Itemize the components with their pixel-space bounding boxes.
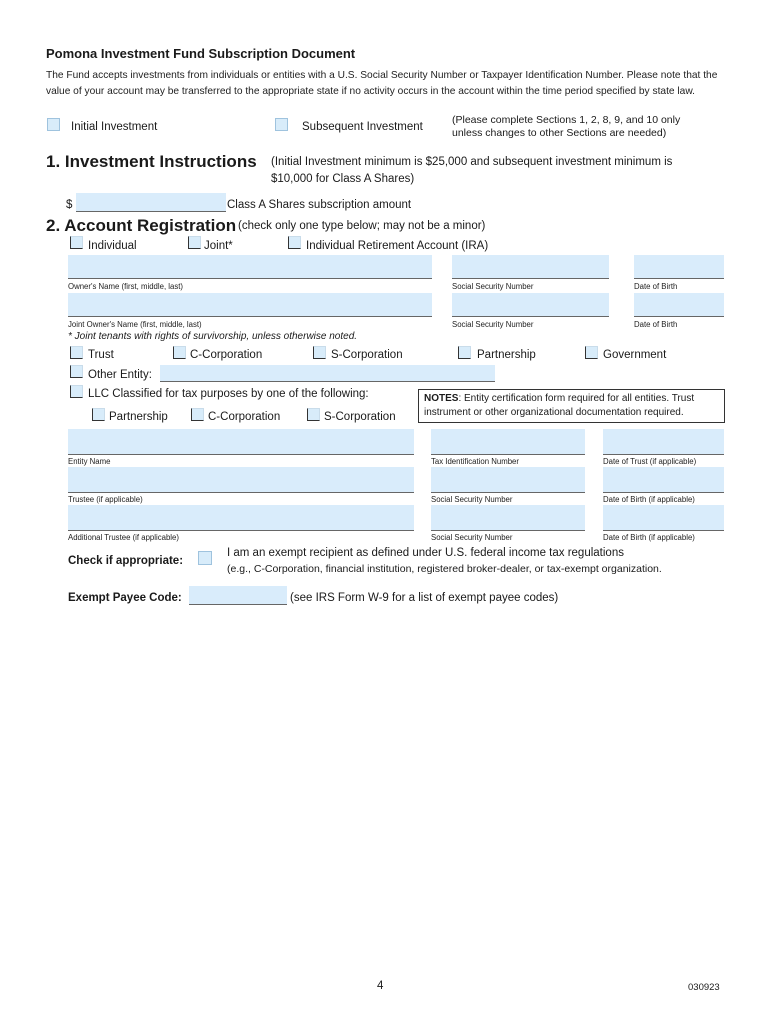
- intro-text: The Fund accepts investments from individuals or entities with a U.S. Social Security Number or Taxpayer Identification Number. Please note that the value of your account may be transferred to the appropriate state if no activity occurs in the account within the time period specified by state law.: [46, 70, 718, 97]
- subsequent-investment-checkbox[interactable]: [275, 118, 288, 131]
- llc-partnership-label: Partnership: [109, 411, 168, 423]
- additional-trustee-ssn-caption: Social Security Number: [431, 533, 513, 542]
- additional-trustee-dob-input[interactable]: [603, 505, 724, 531]
- joint-owner-dob-input[interactable]: [634, 293, 724, 317]
- entity-notes-box: [418, 389, 725, 423]
- tax-id-caption: Tax Identification Number: [431, 457, 519, 466]
- trustee-input[interactable]: [68, 467, 414, 493]
- llc-s-corporation-checkbox[interactable]: [307, 408, 320, 421]
- owner-ssn-caption: Social Security Number: [452, 282, 534, 291]
- government-label: Government: [603, 349, 667, 361]
- owner-dob-caption: Date of Birth: [634, 282, 678, 291]
- entity-name-input[interactable]: [68, 429, 414, 455]
- dollar-sign: $: [66, 199, 73, 211]
- joint-checkbox[interactable]: [188, 236, 201, 249]
- section2-heading: 2. Account Registration: [46, 216, 237, 235]
- date-of-trust-input[interactable]: [603, 429, 724, 455]
- section2-subheading: (check only one type below; may not be a minor): [238, 220, 486, 232]
- additional-trustee-input[interactable]: [68, 505, 414, 531]
- trustee-caption: Trustee (if applicable): [68, 495, 143, 504]
- exempt-payee-code-input[interactable]: [189, 586, 287, 605]
- exempt-recipient-checkbox[interactable]: [198, 551, 212, 565]
- initial-investment-label: Initial Investment: [71, 121, 158, 133]
- llc-c-corporation-label: C-Corporation: [208, 411, 281, 423]
- ira-label: Individual Retirement Account (IRA): [306, 240, 489, 252]
- trust-checkbox[interactable]: [70, 346, 83, 359]
- section1-note-line2: $10,000 for Class A Shares): [271, 173, 415, 185]
- section1-note-line1: (Initial Investment minimum is $25,000 and subsequent investment minimum is: [271, 156, 673, 168]
- partnership-checkbox[interactable]: [458, 346, 471, 359]
- government-checkbox[interactable]: [585, 346, 598, 359]
- individual-checkbox[interactable]: [70, 236, 83, 249]
- section1-heading: 1. Investment Instructions: [46, 152, 257, 171]
- subscription-amount-label: Class A Shares subscription amount: [227, 199, 412, 211]
- c-corporation-checkbox[interactable]: [173, 346, 186, 359]
- page-number: 4: [377, 980, 384, 992]
- notes-text: : Entity certification form required for all entities. Trust instrument or other organizational documentation required.: [424, 393, 695, 418]
- additional-trustee-ssn-input[interactable]: [431, 505, 585, 531]
- subsequent-note-line2: unless changes to other Sections are needed): [452, 127, 667, 139]
- llc-s-corporation-label: S-Corporation: [324, 411, 396, 423]
- owner-name-caption: Owner's Name (first, middle, last): [68, 282, 184, 291]
- llc-checkbox[interactable]: [70, 385, 83, 398]
- c-corporation-label: C-Corporation: [190, 349, 263, 361]
- exempt-payee-code-note: (see IRS Form W-9 for a list of exempt payee codes): [290, 592, 559, 604]
- llc-label: LLC Classified for tax purposes by one of the following:: [88, 388, 369, 400]
- joint-owner-ssn-input[interactable]: [452, 293, 609, 317]
- form-code: 030923: [688, 982, 720, 993]
- notes-heading: NOTES: [424, 393, 459, 404]
- s-corporation-label: S-Corporation: [331, 349, 403, 361]
- exempt-payee-code-label: Exempt Payee Code:: [68, 592, 182, 604]
- trustee-ssn-input[interactable]: [431, 467, 585, 493]
- entity-name-caption: Entity Name: [68, 457, 111, 466]
- subsequent-investment-label: Subsequent Investment: [302, 121, 423, 133]
- subsequent-note-line1: (Please complete Sections 1, 2, 8, 9, and 10 only: [452, 114, 681, 126]
- joint-owner-ssn-caption: Social Security Number: [452, 320, 534, 329]
- additional-trustee-dob-caption: Date of Birth (if applicable): [603, 533, 695, 542]
- trustee-dob-caption: Date of Birth (if applicable): [603, 495, 695, 504]
- partnership-label: Partnership: [477, 349, 536, 361]
- trust-label: Trust: [88, 349, 114, 361]
- owner-ssn-input[interactable]: [452, 255, 609, 279]
- llc-partnership-checkbox[interactable]: [92, 408, 105, 421]
- joint-tenants-note: * Joint tenants with rights of survivorship, unless otherwise noted.: [68, 331, 358, 342]
- date-of-trust-caption: Date of Trust (if applicable): [603, 457, 697, 466]
- individual-label: Individual: [88, 240, 137, 252]
- llc-c-corporation-checkbox[interactable]: [191, 408, 204, 421]
- other-entity-checkbox[interactable]: [70, 365, 83, 378]
- check-if-appropriate-label: Check if appropriate:: [68, 555, 184, 567]
- trustee-ssn-caption: Social Security Number: [431, 495, 513, 504]
- tax-id-input[interactable]: [431, 429, 585, 455]
- document-title: Pomona Investment Fund Subscription Document: [46, 46, 356, 61]
- exempt-recipient-line2: (e.g., C-Corporation, financial institution, registered broker-dealer, or tax-exempt organization.: [227, 563, 662, 575]
- subscription-amount-input[interactable]: [76, 193, 226, 212]
- other-entity-input[interactable]: [160, 365, 495, 382]
- joint-owner-dob-caption: Date of Birth: [634, 320, 678, 329]
- joint-label: Joint*: [204, 240, 233, 252]
- owner-dob-input[interactable]: [634, 255, 724, 279]
- exempt-recipient-line1: I am an exempt recipient as defined under U.S. federal income tax regulations: [227, 547, 624, 559]
- s-corporation-checkbox[interactable]: [313, 346, 326, 359]
- additional-trustee-caption: Additional Trustee (if applicable): [68, 533, 179, 542]
- initial-investment-checkbox[interactable]: [47, 118, 60, 131]
- ira-checkbox[interactable]: [288, 236, 301, 249]
- other-entity-label: Other Entity:: [88, 369, 152, 381]
- joint-owner-name-caption: Joint Owner's Name (first, middle, last): [68, 320, 202, 329]
- owner-name-input[interactable]: [68, 255, 432, 279]
- joint-owner-name-input[interactable]: [68, 293, 432, 317]
- trustee-dob-input[interactable]: [603, 467, 724, 493]
